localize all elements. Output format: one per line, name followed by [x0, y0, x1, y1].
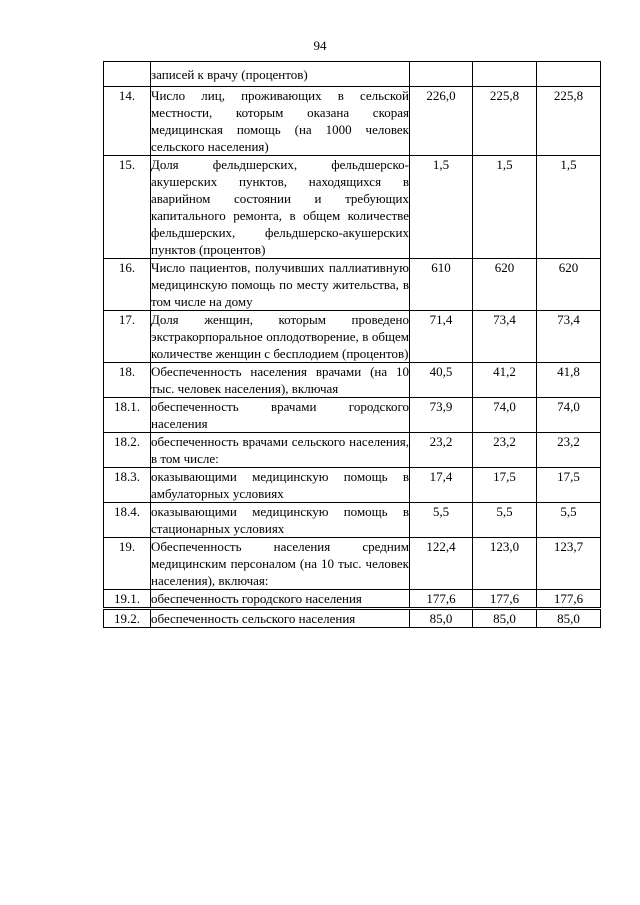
value-col-2: 23,2	[473, 433, 537, 468]
page-number: 94	[313, 38, 327, 53]
value-col-3: 74,0	[537, 398, 601, 433]
row-description: оказывающими медицинскую помощь в амбулаторных условиях	[151, 469, 409, 501]
value-col-3: 5,5	[537, 503, 601, 538]
value-col-1: 226,0	[410, 87, 473, 156]
row-number: 18.4.	[104, 503, 151, 538]
row-number: 14.	[104, 87, 151, 156]
row-description: обеспеченность сельского населения	[151, 609, 410, 628]
row-description: оказывающими медицинскую помощь в стационарных условиях	[151, 504, 409, 536]
table-row	[104, 363, 601, 398]
row-number: 16.	[104, 259, 151, 311]
row-description: обеспеченность врачами городского населения	[151, 399, 409, 431]
value-col-1: 17,4	[410, 468, 473, 503]
value-col-2: 41,2	[473, 363, 537, 398]
row-number: 18.3.	[104, 468, 151, 503]
indicators-table	[103, 61, 601, 628]
row-description: Доля женщин, которым проведено экстракорпоральное оплодотворение, в общем количестве женщин с бесплодием (процентов)	[151, 312, 409, 361]
row-number: 18.	[104, 363, 151, 398]
value-col-3: 41,8	[537, 363, 601, 398]
row-description: обеспеченность городского населения	[151, 590, 410, 609]
value-col-2: 17,5	[473, 468, 537, 503]
table-row	[104, 259, 601, 311]
row-description: Доля фельдшерских, фельдшерско-акушерских пунктов, находящихся в аварийном состоянии и требующих капитального ремонта, в общем количестве фельдшерских, фельдшерско-акушерских пунктов (процентов)	[151, 157, 409, 257]
value-col-1: 85,0	[410, 609, 473, 628]
row-number: 19.2.	[104, 609, 151, 628]
value-col-2: 5,5	[473, 503, 537, 538]
value-col-2: 73,4	[473, 311, 537, 363]
value-col-2: 85,0	[473, 609, 537, 628]
table-row	[104, 87, 601, 156]
table-row	[104, 62, 601, 87]
value-col-1: 610	[410, 259, 473, 311]
row-description: записей к врачу (процентов)	[151, 62, 410, 87]
value-col-3: 23,2	[537, 433, 601, 468]
value-col-3: 85,0	[537, 609, 601, 628]
value-col-1: 5,5	[410, 503, 473, 538]
row-description: Число пациентов, получивших паллиативную медицинскую помощь по месту жительства, в том числе на дому	[151, 260, 409, 309]
table-row	[104, 311, 601, 363]
value-col-3	[537, 62, 601, 87]
row-description: обеспеченность врачами сельского населения, в том числе:	[151, 434, 409, 466]
row-number: 15.	[104, 156, 151, 259]
value-col-3: 17,5	[537, 468, 601, 503]
value-col-3: 73,4	[537, 311, 601, 363]
row-number: 18.1.	[104, 398, 151, 433]
value-col-3: 620	[537, 259, 601, 311]
value-col-1: 177,6	[410, 590, 473, 609]
value-col-2: 74,0	[473, 398, 537, 433]
row-number: 19.	[104, 538, 151, 590]
value-col-1: 1,5	[410, 156, 473, 259]
value-col-1: 40,5	[410, 363, 473, 398]
value-col-3: 123,7	[537, 538, 601, 590]
value-col-3: 1,5	[537, 156, 601, 259]
value-col-2	[473, 62, 537, 87]
row-number: 18.2.	[104, 433, 151, 468]
value-col-2: 1,5	[473, 156, 537, 259]
value-col-1: 122,4	[410, 538, 473, 590]
value-col-2: 123,0	[473, 538, 537, 590]
table-row	[104, 433, 601, 468]
value-col-1: 73,9	[410, 398, 473, 433]
row-description: Число лиц, проживающих в сельской местности, которым оказана скорая медицинская помощь (на 1000 человек сельского населения)	[151, 88, 409, 154]
value-col-3: 177,6	[537, 590, 601, 609]
row-number	[104, 62, 151, 87]
table-row	[104, 398, 601, 433]
value-col-1: 23,2	[410, 433, 473, 468]
value-col-1: 71,4	[410, 311, 473, 363]
row-description: Обеспеченность населения врачами (на 10 тыс. человек населения), включая	[151, 364, 409, 396]
table-row	[104, 609, 601, 628]
value-col-3: 225,8	[537, 87, 601, 156]
row-number: 17.	[104, 311, 151, 363]
value-col-2: 177,6	[473, 590, 537, 609]
table-row	[104, 156, 601, 259]
table-row	[104, 468, 601, 503]
table-row	[104, 538, 601, 590]
table-row	[104, 503, 601, 538]
row-number: 19.1.	[104, 590, 151, 609]
row-description: Обеспеченность населения средним медицинским персоналом (на 10 тыс. человек населения), включая:	[151, 539, 409, 588]
value-col-2: 620	[473, 259, 537, 311]
table-row	[104, 590, 601, 609]
value-col-1	[410, 62, 473, 87]
value-col-2: 225,8	[473, 87, 537, 156]
